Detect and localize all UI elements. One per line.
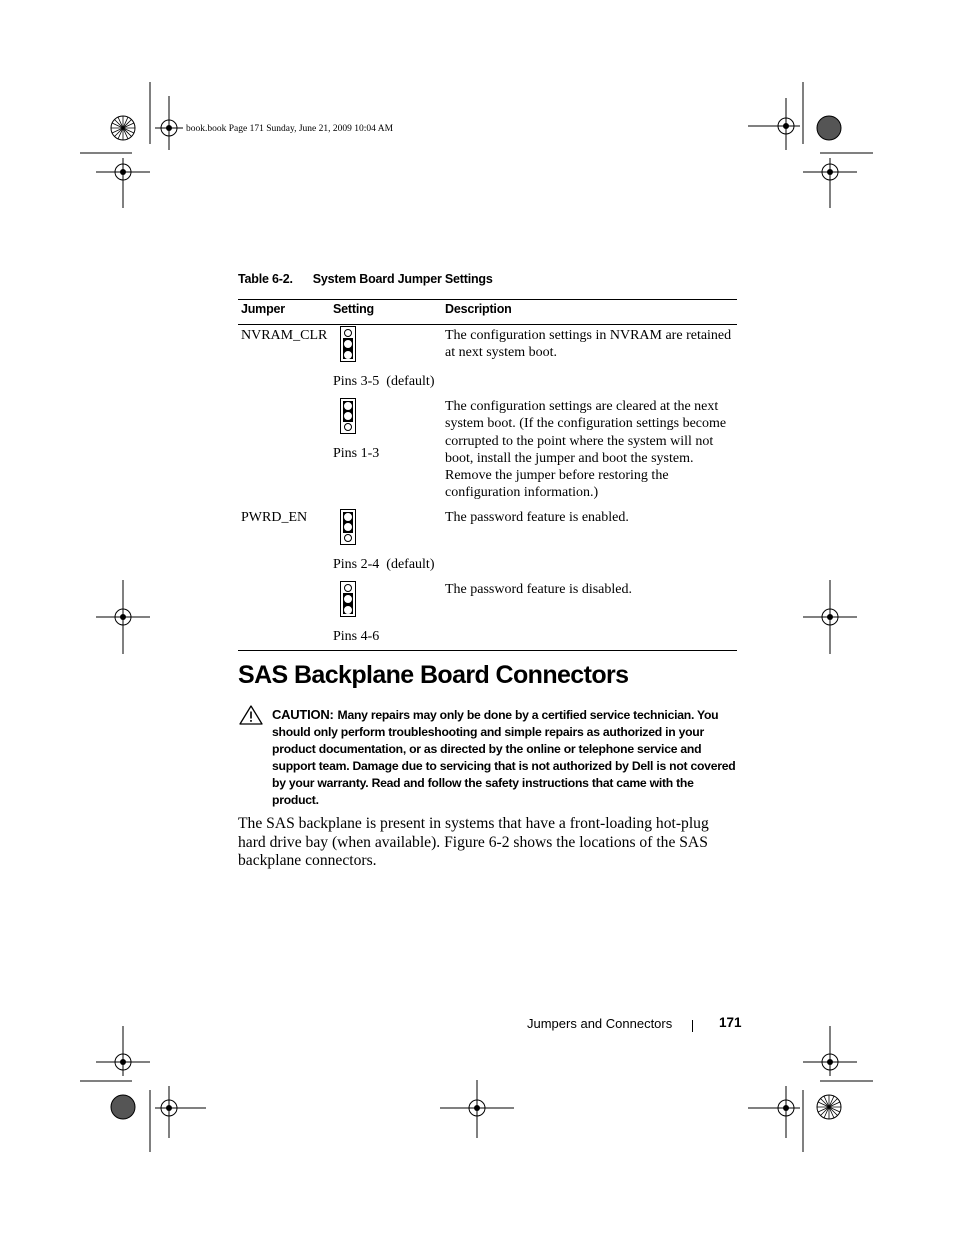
caution-notice [272,706,738,810]
table-caption [238,272,493,286]
column-header-description: Description [445,302,512,316]
jumper-diagram-pins-2-4 [340,509,356,545]
body-paragraph: The SAS backplane is present in systems that have a front-loading hot-plug hard drive bay (when available). Figure 6-2 shows the locations of the SAS backplane connectors. [238,815,709,870]
jumper-diagram-pins-4-6 [340,581,356,617]
section-heading: SAS Backplane Board Connectors [238,661,629,689]
caution-label: CAUTION: [272,707,334,722]
table-title: System Board Jumper Settings [312,272,493,286]
print-slug: book.book Page 171 Sunday, June 21, 2009 10:04 AM [186,124,394,134]
column-header-setting: Setting [333,302,374,316]
jumper-name: NVRAM_CLR [241,328,328,343]
footer-chapter-title: Jumpers and Connectors [527,1016,673,1031]
setting-description: The password feature is disabled. [445,582,632,597]
page-number: 171 [719,1015,742,1030]
setting-description: The password feature is enabled. [445,510,629,525]
jumper-diagram-pins-1-3 [340,398,356,434]
table-header-rule [238,324,737,325]
caution-text: Many repairs may only be done by a certified service technician. You should only perform troubleshooting and simple repairs as authorized in your product documentation, or as directed by the online or telephone service and support team. Damage due to servicing that is not authorized by Dell is not covered by your warranty. Read and follow the safety instructions that came with the product. [272,708,736,808]
setting-label: Pins 3-5 (default) [333,374,435,389]
caution-warning-icon [239,705,263,725]
table-number: Table 6-2. [238,272,293,286]
setting-description: The configuration settings are cleared at the next system boot. (If the configuration settings become corrupted to the point where the system will not boot, install the jumper and boot the system. Remove the jumper before restoring the configuration information.) [445,399,727,501]
column-header-jumper: Jumper [241,302,285,316]
setting-label: Pins 2-4 (default) [333,557,435,572]
footer-separator [692,1020,693,1032]
setting-description: The configuration settings in NVRAM are retained at next system boot. [445,328,732,361]
table-bottom-rule [238,650,737,651]
setting-label: Pins 4-6 [333,629,380,644]
table-top-rule [238,299,737,300]
jumper-name: PWRD_EN [241,510,308,525]
jumper-diagram-pins-3-5 [340,326,356,362]
setting-label: Pins 1-3 [333,446,380,461]
